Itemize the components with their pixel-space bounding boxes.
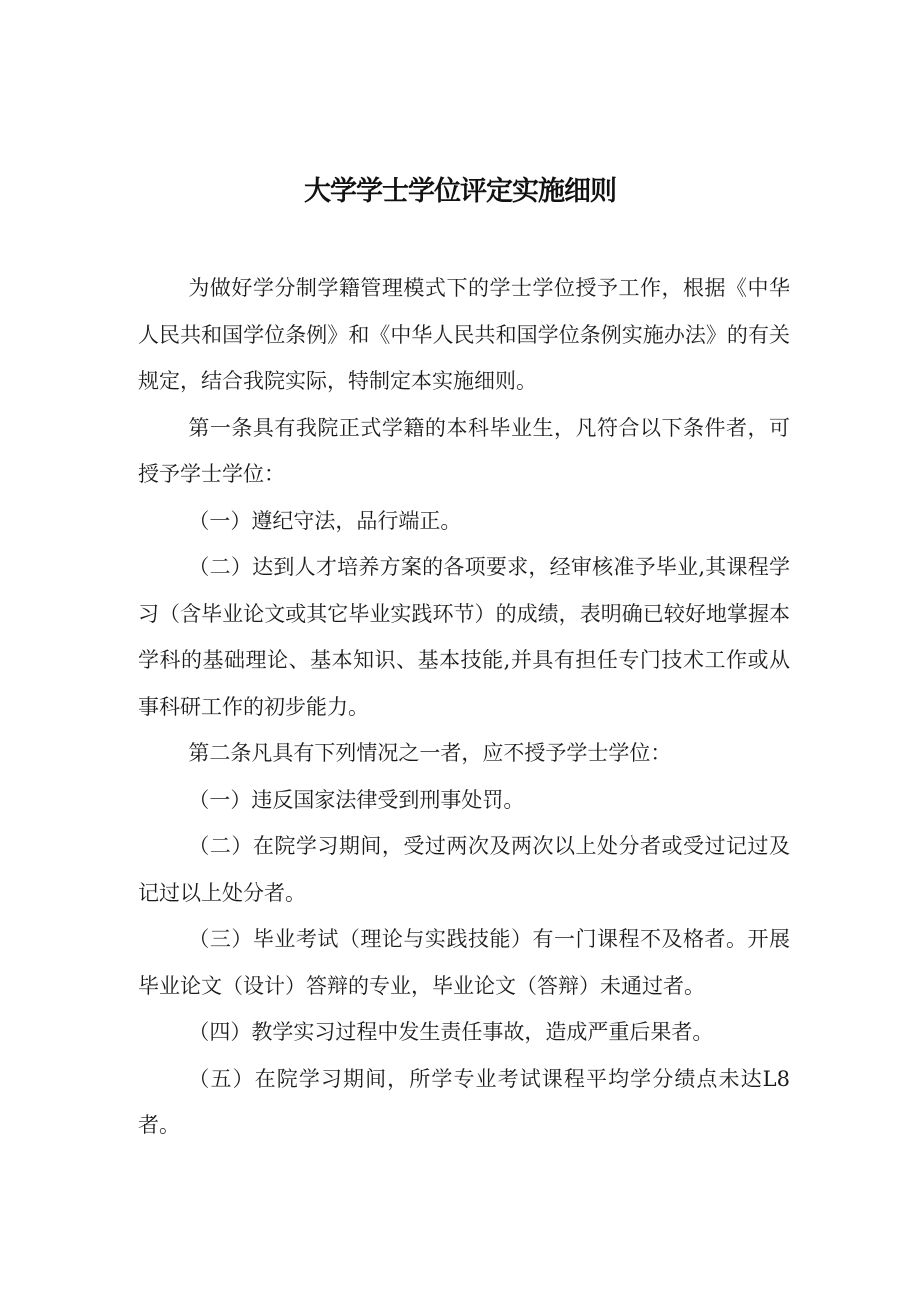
- article-2-item-3: （三）毕业考试（理论与实践技能）有一门课程不及格者。开展毕业论文（设计）答辩的专业，毕业论文（答辩）未通过者。: [138, 927, 790, 998]
- document-title: 大学学士学位评定实施细则: [304, 176, 616, 207]
- document-body: [138, 265, 790, 1149]
- article-2-item-2: （二）在院学习期间，受过两次及两次以上处分者或受过记过及记过以上处分者。: [138, 834, 790, 905]
- article-2-item-1: （一）违反国家法律受到刑事处罚。: [188, 787, 525, 812]
- article-1-heading: 第一条具有我院正式学籍的本科毕业生，凡符合以下条件者，可授予学士学位：: [138, 415, 790, 486]
- intro-paragraph: 为做好学分制学籍管理模式下的学士学位授予工作，根据《中华人民共和国学位条例》和《中华人民共和国学位条例实施办法》的有关规定，结合我院实际，特制定本实施细则。: [138, 276, 790, 393]
- article-2-item-5: （五）在院学习期间，所学专业考试课程平均学分绩点未达L8者。: [138, 1066, 790, 1137]
- article-1-item-2: （二）达到人才培养方案的各项要求，经审核准予毕业,其课程学习（含毕业论文或其它毕业实践环节）的成绩，表明确已较好地掌握本学科的基础理论、基本知识、基本技能,并具有担任专门技术工作或从事科研工作的初步能力。: [138, 555, 790, 719]
- article-2-item-4: （四）教学实习过程中发生责任事故，造成严重后果者。: [188, 1020, 714, 1044]
- article-2-heading: 第二条凡具有下列情况之一者，应不授予学士学位：: [188, 741, 672, 765]
- article-1-item-1: （一）遵纪守法，品行端正。: [188, 508, 462, 533]
